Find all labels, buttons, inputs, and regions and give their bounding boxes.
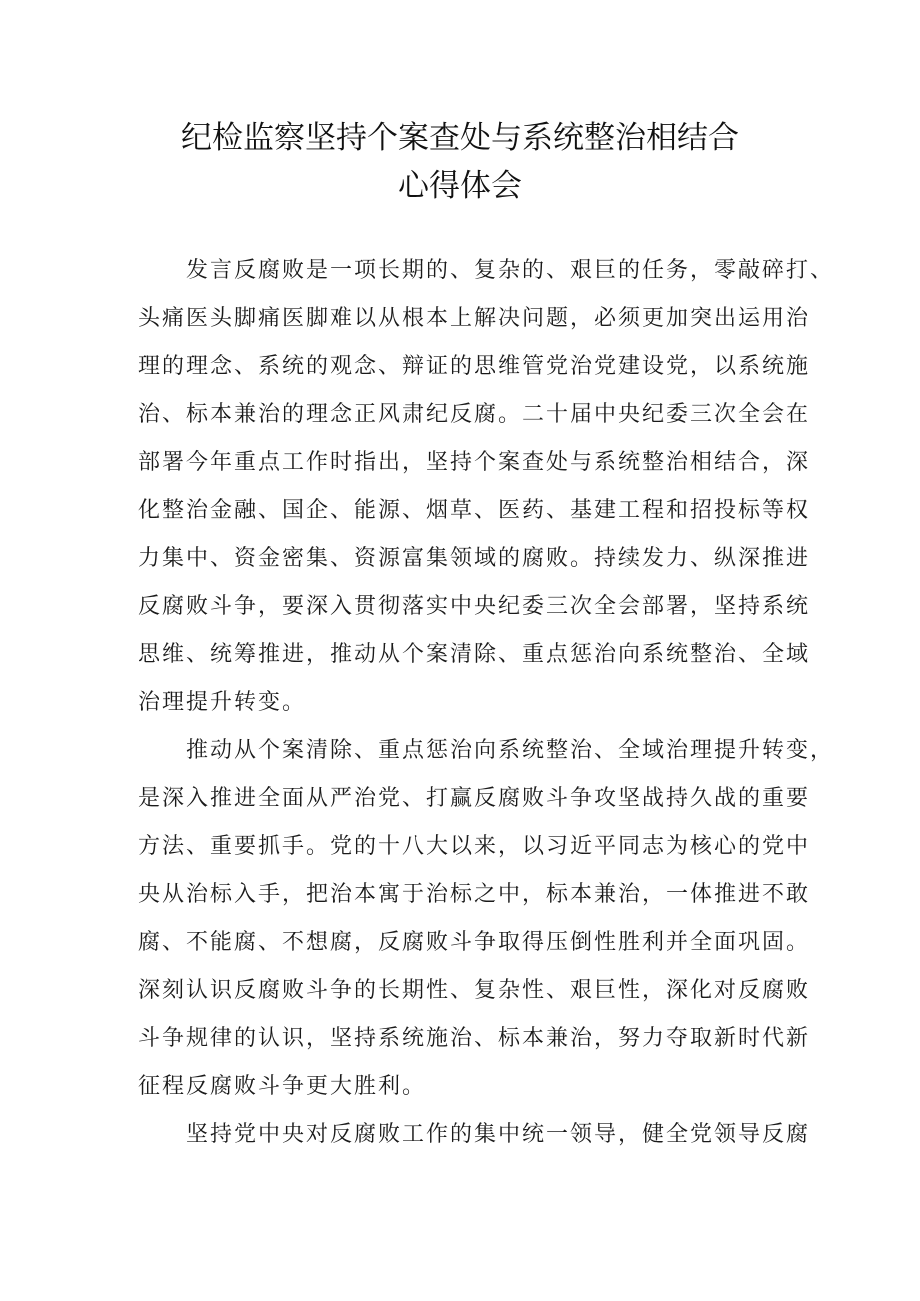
body-line: 征程反腐败斗争更大胜利。 [138,1074,427,1099]
body-line: 理的理念、系统的观念、辩证的思维管党治党建设党，以系统施 [138,354,811,379]
document-title-line-2: 心得体会 [398,168,522,204]
body-line: 央从治标入手，把治本寓于治标之中，标本兼治，一体推进不敢 [138,882,811,907]
body-line: 方法、重要抓手。党的十八大以来，以习近平同志为核心的党中 [138,834,811,859]
body-line: 发言反腐败是一项长期的、复杂的、艰巨的任务，零敲碎打、 [186,258,835,283]
body-line: 力集中、资金密集、资源富集领域的腐败。持续发力、纵深推进 [138,546,811,571]
body-line: 治、标本兼治的理念正风肃纪反腐。二十届中央纪委三次全会在 [138,402,811,427]
body-line: 腐、不能腐、不想腐，反腐败斗争取得压倒性胜利并全面巩固。 [138,930,811,955]
document-title-line-1: 纪检监察坚持个案查处与系统整治相结合 [181,120,739,156]
body-line: 部署今年重点工作时指出，坚持个案查处与系统整治相结合，深 [138,450,811,475]
body-line: 推动从个案清除、重点惩治向系统整治、全域治理提升转变， [186,738,835,763]
body-line: 化整治金融、国企、能源、烟草、医药、基建工程和招投标等权 [138,498,811,523]
body-line: 头痛医头脚痛医脚难以从根本上解决问题，必须更加突出运用治 [138,306,811,331]
body-line: 深刻认识反腐败斗争的长期性、复杂性、艰巨性，深化对反腐败 [138,978,811,1003]
body-line: 治理提升转变。 [138,690,307,715]
body-line: 是深入推进全面从严治党、打赢反腐败斗争攻坚战持久战的重要 [138,786,811,811]
body-line: 坚持党中央对反腐败工作的集中统一领导，健全党领导反腐 [186,1122,811,1147]
body-line: 斗争规律的认识，坚持系统施治、标本兼治，努力夺取新时代新 [138,1026,811,1051]
body-line: 思维、统筹推进，推动从个案清除、重点惩治向系统整治、全域 [138,642,811,667]
body-line: 反腐败斗争，要深入贯彻落实中央纪委三次全会部署，坚持系统 [138,594,811,619]
